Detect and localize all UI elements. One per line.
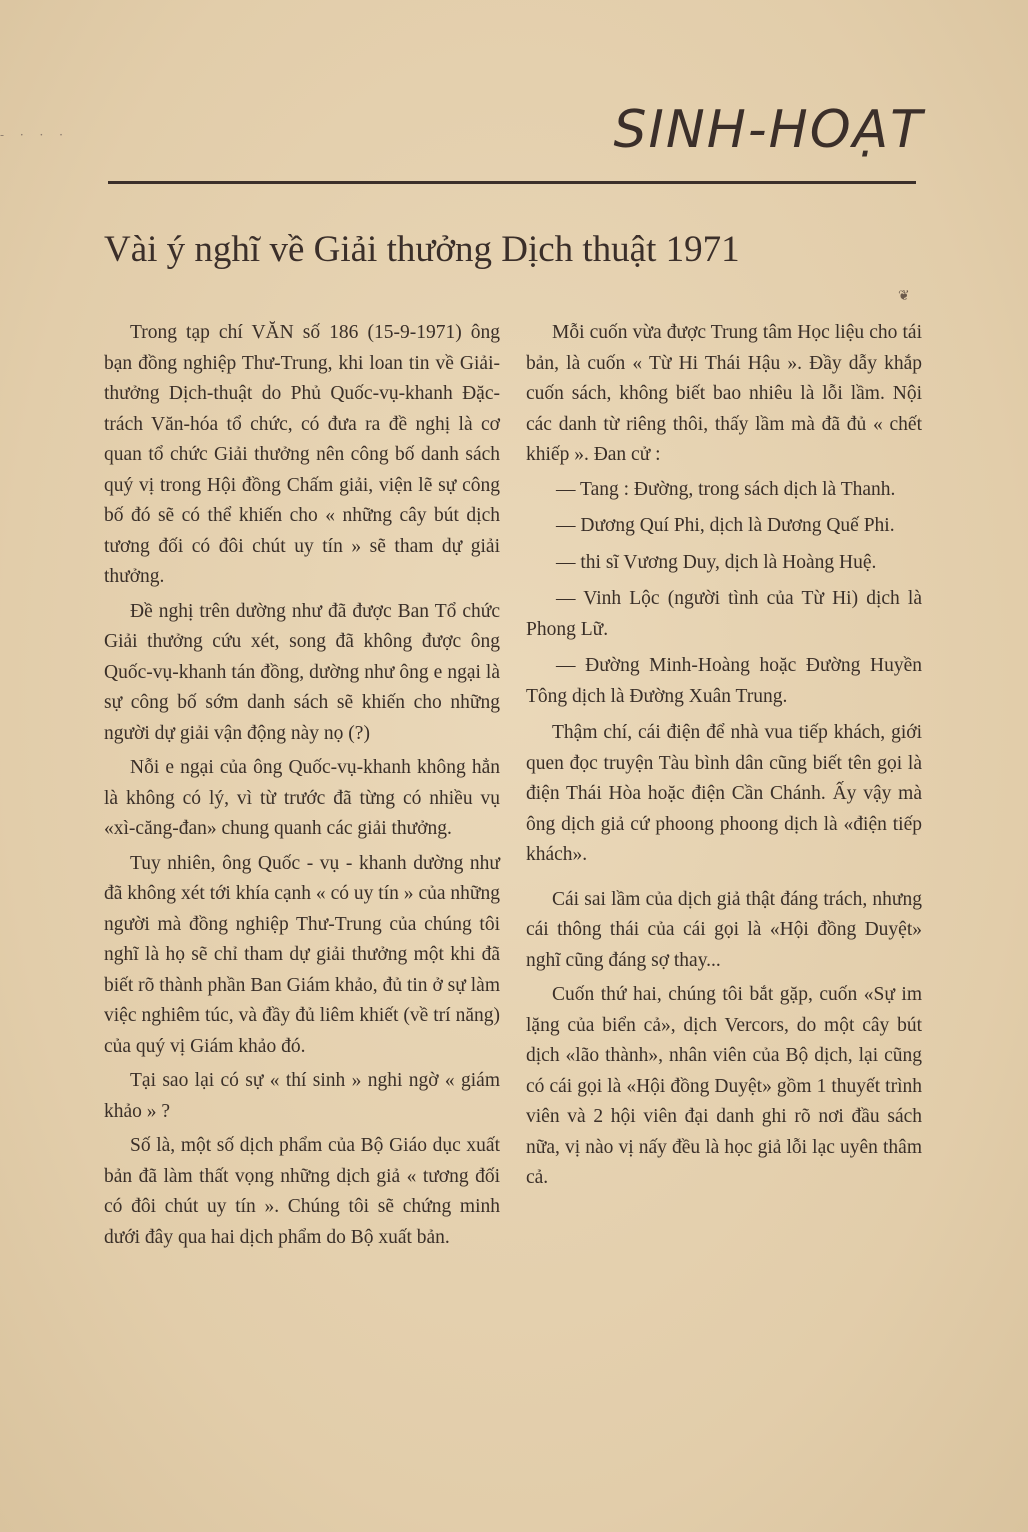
example-item: — Dương Quí Phi, dịch là Dương Quế Phi. — [556, 515, 895, 536]
right-column — [526, 318, 922, 1198]
left-column — [104, 318, 500, 1257]
stray-marks: - · · · — [0, 128, 69, 142]
paragraph: Thậm chí, cái điện để nhà vua tiếp khách, giới quen đọc truyện Tàu bình dân cũng biết tên gọi là điện Thái Hòa hoặc điện Cần Chánh. Ấy vậy mà ông dịch giả cứ phoong phoong dịch là «điện tiếp khách». — [526, 722, 922, 865]
article-title: Vài ý nghĩ về Giải thưởng Dịch thuật 1971 — [104, 229, 740, 270]
section-heading: SINH-HOẠT — [613, 100, 924, 160]
paragraph: Mỗi cuốn vừa được Trung tâm Học liệu cho tái bản, là cuốn « Từ Hi Thái Hậu ». Đầy dẫy khắp cuốn sách, không biết bao nhiêu là lỗi lầm. Nội các danh từ riêng thôi, thấy lầm mà đã đủ « chết khiếp ». Đan cử : — [526, 322, 922, 465]
paragraph: Đề nghị trên dường như đã được Ban Tổ chức Giải thưởng cứu xét, song đã không được ông Quốc-vụ-khanh tán đồng, dường như ông e ngại là sự công bố sớm danh sách sẽ khiến cho những người dự giải vận động này nọ (?) — [104, 600, 500, 744]
paragraph: Trong tạp chí VĂN số 186 (15-9-1971) ông bạn đồng nghiệp Thư-Trung, khi loan tin về Giải-thưởng Dịch-thuật do Phủ Quốc-vụ-khanh Đặc-trách Văn-hóa tổ chức, có đưa ra đề nghị là cơ quan tổ chức Giải thưởng nên công bố danh sách quý vị trong Hội đồng Chấm giải, viện lẽ sự công bố đó sẽ có thể khiến cho « những cây bút dịch tương đối có đôi chút uy tín » sẽ tham dự giải thưởng. — [104, 322, 500, 587]
example-item: — Tang : Đường, trong sách dịch là Thanh. — [556, 478, 896, 500]
example-item: — Vinh Lộc (người tình của Từ Hi) dịch là Phong Lữ. — [526, 588, 922, 640]
example-item: — Đường Minh-Hoàng hoặc Đường Huyền Tông dịch là Đường Xuân Trung. — [526, 655, 922, 707]
paragraph: Cái sai lầm của dịch giả thật đáng trách, nhưng cái thông thái của cái gọi là «Hội đồng Duyệt» nghĩ cũng đáng sợ thay... — [526, 888, 922, 971]
ornament-icon: ❦ — [898, 288, 910, 304]
paragraph: Nỗi e ngại của ông Quốc-vụ-khanh không hẳn là không có lý, vì từ trước đã từng có nhiều vụ «xì-căng-đan» chung quanh các giải thưởng. — [104, 757, 500, 839]
paragraph: Tuy nhiên, ông Quốc - vụ - khanh dường như đã không xét tới khía cạnh « có uy tín » của những người mà đồng nghiệp Thư-Trung của chúng tôi nghĩ là họ sẽ chỉ tham dự giải thưởng một khi đã biết rõ thành phần Ban Giám khảo, đủ tin ở sự làm việc nghiêm túc, và đầy đủ liêm khiết (về trí năng) của quý vị Giám khảo đó. — [104, 852, 500, 1057]
example-item: — thi sĩ Vương Duy, dịch là Hoàng Huệ. — [556, 551, 877, 573]
header-rule — [108, 181, 916, 184]
paragraph: Số là, một số dịch phẩm của Bộ Giáo dục xuất bản đã làm thất vọng những dịch giả « tương đối có đôi chút uy tín ». Chúng tôi sẽ chứng minh dưới đây qua hai dịch phẩm do Bộ xuất bản. — [104, 1135, 500, 1248]
paragraph: Cuốn thứ hai, chúng tôi bắt gặp, cuốn «Sự im lặng của biển cả», dịch Vercors, do một cây bút dịch «lão thành», nhân viên của Bộ dịch, lại cũng có cái gọi là «Hội đồng Duyệt» gồm 1 thuyết trình viên và 2 hội viên đại danh ghi rõ nơi đầu sách nữa, vị nào vị nấy đều là học giả lỗi lạc uyên thâm cả. — [526, 984, 922, 1188]
paragraph: Tại sao lại có sự « thí sinh » nghi ngờ « giám khảo » ? — [104, 1070, 500, 1122]
